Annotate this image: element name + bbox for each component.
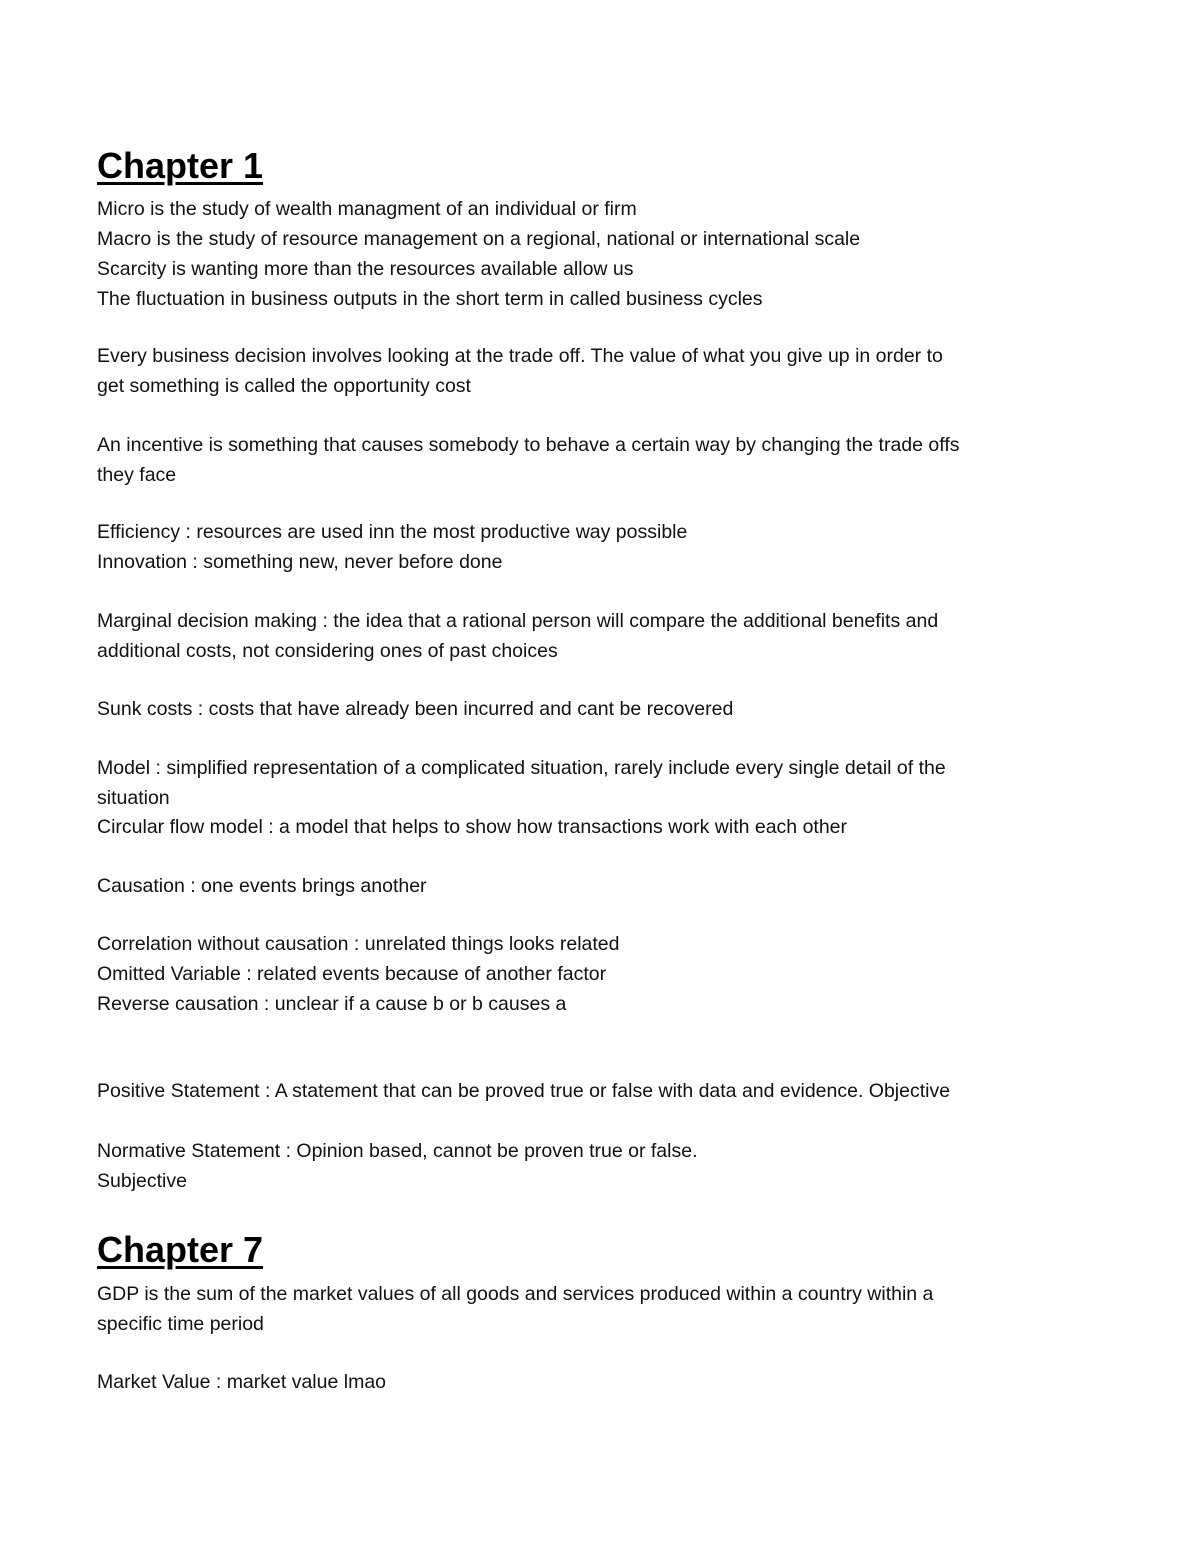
text-line: Scarcity is wanting more than the resources available allow us <box>97 258 634 280</box>
chapter-7-heading: Chapter 7 <box>97 1229 264 1270</box>
text-line: get something is called the opportunity cost <box>97 375 471 397</box>
text-line: GDP is the sum of the market values of all goods and services produced within a country within a <box>97 1283 934 1305</box>
text-line: they face <box>97 464 177 486</box>
text-line: Correlation without causation : unrelated things looks related <box>97 933 620 955</box>
text-line: Sunk costs : costs that have already been incurred and cant be recovered <box>97 698 734 720</box>
text-line: Subjective <box>97 1170 187 1192</box>
text-line: Circular flow model : a model that helps to show how transactions work with each other <box>97 816 848 838</box>
text-line: Positive Statement : A statement that can be proved true or false with data and evidence. Objective <box>97 1080 951 1102</box>
text-line: The fluctuation in business outputs in the short term in called business cycles <box>97 288 763 310</box>
text-line: Efficiency : resources are used inn the most productive way possible <box>97 521 688 543</box>
text-line: Micro is the study of wealth managment of an individual or firm <box>97 198 637 220</box>
text-line: Every business decision involves looking at the trade off. The value of what you give up in order to <box>97 345 943 367</box>
text-line: Omitted Variable : related events because of another factor <box>97 963 607 985</box>
text-line: specific time period <box>97 1313 264 1335</box>
chapter-1-heading: Chapter 1 <box>97 145 264 186</box>
text-line: Market Value : market value lmao <box>97 1371 387 1393</box>
text-line: Reverse causation : unclear if a cause b or b causes a <box>97 993 567 1015</box>
text-line: situation <box>97 787 170 809</box>
text-line: Causation : one events brings another <box>97 875 427 897</box>
text-line: Marginal decision making : the idea that a rational person will compare the additional benefits and <box>97 610 939 632</box>
text-line: Normative Statement : Opinion based, cannot be proven true or false. <box>97 1140 698 1162</box>
text-line: Model : simplified representation of a complicated situation, rarely include every single detail of the <box>97 757 946 779</box>
text-line: additional costs, not considering ones of past choices <box>97 640 558 662</box>
text-line: Macro is the study of resource management on a regional, national or international scale <box>97 228 861 250</box>
text-line: Innovation : something new, never before done <box>97 551 503 573</box>
text-line: An incentive is something that causes somebody to behave a certain way by changing the trade offs <box>97 434 960 456</box>
